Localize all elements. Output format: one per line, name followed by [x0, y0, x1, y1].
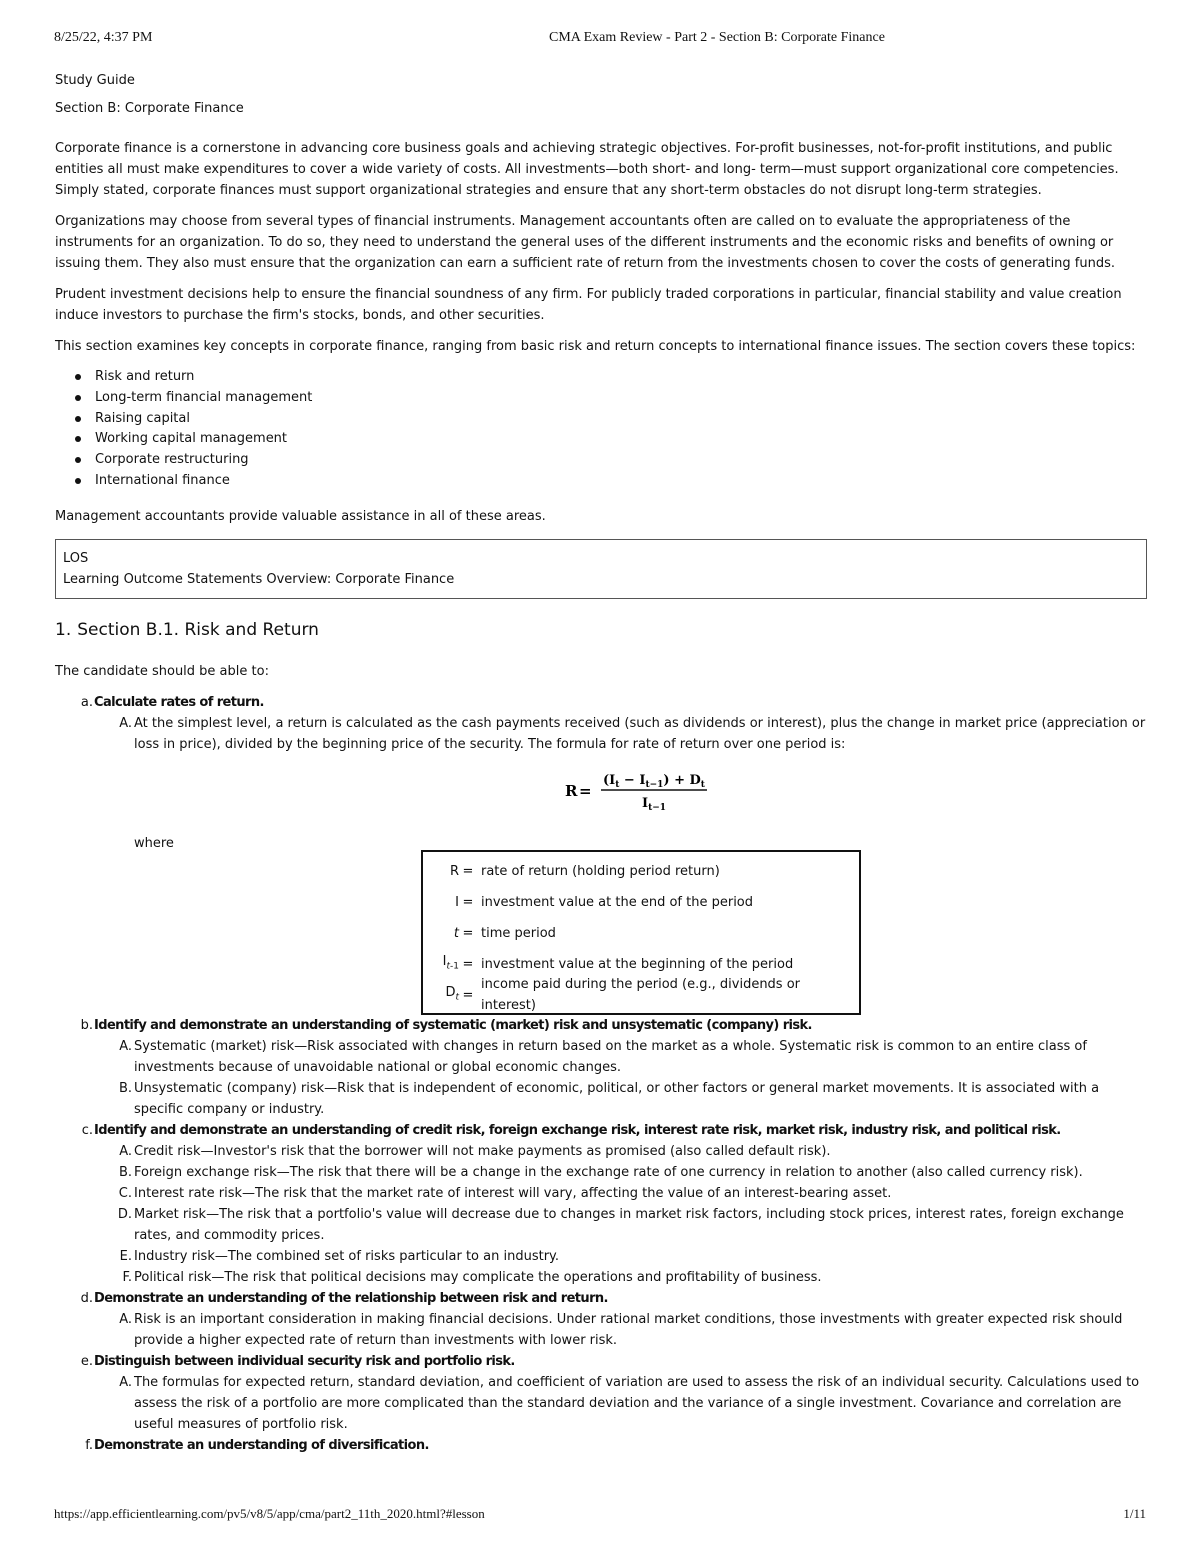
definition-text: income paid during the period (e.g., dividends or interest)	[481, 977, 801, 1014]
section-heading	[55, 619, 1147, 641]
sub-item	[55, 1183, 1147, 1204]
definitions-table	[421, 850, 861, 1015]
sub-text: The formulas for expected return, standard deviation, and coefficient of variation are used to assess the risk of an individual security. Calculations used to assess the risk of a portfolio are more complicated than the standard deviation and the variance of a single investment. Covariance and correlation are useful measures of portfolio risk.	[134, 1374, 1140, 1432]
sub-text: Market risk—The risk that a portfolio's value will decrease due to changes in market risk factors, including stock prices, interest rates, foreign exchange rates, and commodity prices.	[134, 1206, 1124, 1243]
rate-of-return-formula	[55, 761, 1147, 823]
list-item	[75, 450, 1147, 471]
sub-marker: A.	[119, 1143, 132, 1159]
objective-item	[55, 692, 1147, 713]
objective-heading: Identify and demonstrate an understanding of systematic (market) risk and unsystematic (company) risk.	[94, 1017, 812, 1033]
sub-item	[55, 1372, 1147, 1435]
definition-text: investment value at the beginning of the period	[481, 956, 794, 972]
definition-symbol: R	[449, 863, 459, 879]
sub-marker: B.	[118, 1164, 132, 1180]
topic-label: Raising capital	[95, 410, 190, 426]
list-item	[75, 409, 1147, 430]
list-item	[75, 388, 1147, 409]
definition-symbol: t	[453, 925, 459, 941]
where-label: where	[134, 835, 174, 851]
bullet-icon	[75, 416, 81, 422]
sub-marker: F.	[122, 1269, 132, 1285]
sub-item	[55, 1036, 1147, 1078]
objective-marker: c.	[81, 1122, 93, 1138]
bullet-icon	[75, 436, 81, 442]
intro-paragraph: This section examines key concepts in corporate finance, ranging from basic risk and return concepts to international finance issues. The section covers these topics:	[55, 339, 1136, 354]
sub-marker: A.	[119, 1374, 132, 1390]
sub-marker: A.	[119, 1311, 132, 1327]
sub-text: Industry risk—The combined set of risks particular to an industry.	[134, 1248, 560, 1264]
sub-item	[55, 1246, 1147, 1267]
definition-symbol: $I_{t-1}$	[442, 953, 459, 972]
section-number: 1.	[55, 619, 72, 640]
formula-equals: =	[579, 781, 592, 800]
objective-item	[55, 1015, 1147, 1036]
objective-marker: f.	[85, 1437, 93, 1453]
formula-graphic	[565, 767, 775, 817]
sub-text: Political risk—The risk that political decisions may complicate the operations and profitability of business.	[134, 1269, 822, 1285]
topic-label: Corporate restructuring	[95, 452, 249, 468]
formula-denominator: $I_{t-1}$	[642, 795, 667, 813]
topic-label: Working capital management	[95, 431, 288, 447]
los-title: Learning Outcome Statements Overview: Corporate Finance	[63, 571, 455, 587]
sub-item	[55, 1162, 1147, 1183]
sub-item	[55, 713, 1147, 755]
sub-marker: C.	[118, 1185, 132, 1201]
formula-numerator: $(I_t - I_{t-1}) + D_t$	[603, 772, 705, 790]
definition-equals: =	[462, 925, 474, 941]
study-guide-label: Study Guide	[55, 73, 135, 88]
definition-row	[423, 918, 859, 949]
definition-row	[423, 887, 859, 918]
print-datetime: 8/25/22, 4:37 PM	[54, 30, 153, 45]
sub-item	[55, 1204, 1147, 1246]
print-footer	[54, 1506, 1146, 1526]
list-item	[75, 367, 1147, 388]
definition-equals: =	[462, 894, 474, 910]
list-item	[75, 471, 1147, 492]
objectives-list	[55, 692, 1147, 1456]
sub-marker: E.	[119, 1248, 132, 1264]
section-title: Section B.1. Risk and Return	[77, 619, 319, 640]
intro-paragraph: Prudent investment decisions help to ensure the financial soundness of any firm. For publicly traded corporations in particular, financial stability and value creation induce investors to purchase the firm's stocks, bonds, and other securities.	[55, 287, 1122, 323]
sub-text: Interest rate risk—The risk that the market rate of interest will vary, affecting the value of an interest-bearing asset.	[134, 1185, 892, 1201]
objective-marker: b.	[80, 1017, 93, 1033]
objective-item	[55, 1435, 1147, 1456]
definition-row	[423, 977, 859, 1014]
formula-lhs: R	[565, 781, 578, 800]
objective-heading: Identify and demonstrate an understanding of credit risk, foreign exchange risk, interest rate risk, market risk, industry risk, and political risk.	[94, 1122, 1061, 1138]
sub-text: Foreign exchange risk—The risk that there will be a change in the exchange rate of one currency in relation to another (also called currency risk).	[134, 1164, 1083, 1180]
los-label: LOS	[63, 550, 89, 566]
sub-marker: A.	[119, 715, 132, 731]
sub-item	[55, 1267, 1147, 1288]
sub-marker: A.	[119, 1038, 132, 1054]
objective-marker: e.	[80, 1353, 93, 1369]
definition-text: rate of return (holding period return)	[481, 863, 720, 879]
definition-symbol: I	[455, 894, 459, 910]
topic-label: Risk and return	[95, 369, 195, 384]
sub-text: Unsystematic (company) risk—Risk that is independent of economic, political, or other factors or general market movements. It is associated with a specific company or industry.	[134, 1080, 1100, 1117]
sub-text: Risk is an important consideration in making financial decisions. Under rational market conditions, those investments with greater expected risk should provide a higher expected rate of return than investments with lower risk.	[134, 1311, 1123, 1348]
candidate-intro: The candidate should be able to:	[55, 663, 269, 679]
definition-text: time period	[481, 925, 556, 941]
sub-item	[55, 1309, 1147, 1351]
lesson-content	[55, 70, 1147, 1456]
list-item	[75, 429, 1147, 450]
bullet-icon	[75, 395, 81, 401]
sub-marker: B.	[118, 1080, 132, 1096]
sub-text: At the simplest level, a return is calculated as the cash payments received (such as dividends or interest), plus the change in market price (appreciation or loss in price), divided by the beginning price of the security. The formula for rate of return over one period is:	[134, 715, 1146, 752]
print-header	[54, 30, 1146, 50]
section-label: Section B: Corporate Finance	[55, 101, 244, 116]
bullet-icon	[75, 457, 81, 463]
objective-heading: Demonstrate an understanding of diversification.	[94, 1437, 429, 1453]
topics-list	[75, 367, 1147, 492]
objective-marker: a.	[80, 694, 93, 710]
sub-text: Systematic (market) risk—Risk associated with changes in return based on the market as a whole. Systematic risk is common to an entire class of investments because of unavoidable national or global economic changes.	[134, 1038, 1087, 1075]
closing-paragraph: Management accountants provide valuable assistance in all of these areas.	[55, 508, 546, 524]
bullet-icon	[75, 374, 81, 380]
bullet-icon	[75, 478, 81, 484]
objective-heading: Demonstrate an understanding of the relationship between risk and return.	[94, 1290, 608, 1306]
objective-item	[55, 1288, 1147, 1309]
topic-label: Long-term financial management	[95, 389, 313, 405]
sub-marker: D.	[117, 1206, 132, 1222]
sub-item	[55, 1141, 1147, 1162]
topic-label: International finance	[95, 472, 230, 488]
definition-text: investment value at the end of the period	[481, 894, 754, 910]
objective-marker: d.	[80, 1290, 93, 1306]
intro-paragraph: Corporate finance is a cornerstone in advancing core business goals and achieving strategic objectives. For-profit businesses, not-for-profit institutions, and public entities all must make expenditures to cover a wide variety of costs. All investments—both short- and long- term—must support organizational core competencies. Simply stated, corporate finances must support organizational strategies and ensure that any short-term obstacles do not disrupt long-term strategies.	[55, 141, 1119, 198]
intro-paragraph: Organizations may choose from several types of financial instruments. Management accountants often are called on to evaluate the appropriateness of the instruments for an organization. To do so, they need to understand the general uses of the different instruments and the economic risks and benefits of owning or issuing them. They also must ensure that the organization can earn a sufficient rate of return from the investments chosen to cover the costs of generating funds.	[55, 214, 1116, 271]
objective-item	[55, 1351, 1147, 1372]
page-url[interactable]: https://app.efficientlearning.com/pv5/v8/5/app/cma/part2_11th_2020.html?#lesson	[54, 1506, 485, 1521]
page-number: 1/11	[1123, 1506, 1146, 1521]
definition-equals: =	[462, 956, 474, 972]
definition-equals: =	[462, 863, 474, 879]
definition-row	[423, 856, 859, 887]
print-title: CMA Exam Review - Part 2 - Section B: Corporate Finance	[549, 30, 885, 45]
definition-symbol: $D_t$	[445, 984, 459, 1003]
los-box[interactable]	[55, 539, 1147, 599]
sub-text: Credit risk—Investor's risk that the borrower will not make payments as promised (also called default risk).	[134, 1143, 831, 1159]
definition-equals: =	[462, 987, 474, 1003]
sub-item	[55, 1078, 1147, 1120]
objective-heading: Calculate rates of return.	[94, 694, 264, 710]
objective-item	[55, 1120, 1147, 1141]
objective-heading: Distinguish between individual security risk and portfolio risk.	[94, 1353, 515, 1369]
